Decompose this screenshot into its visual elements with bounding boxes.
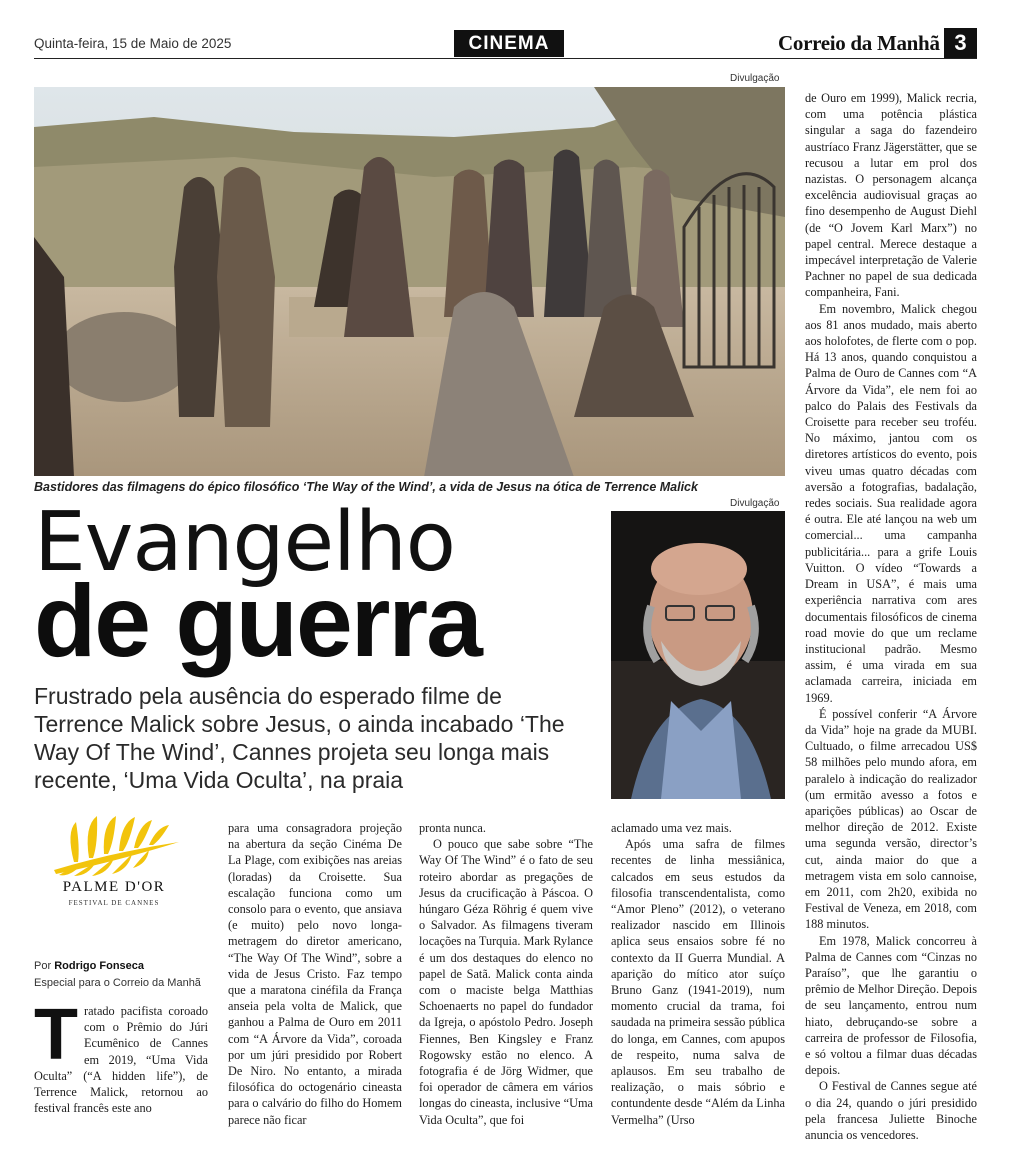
portrait-photo [611,511,785,799]
palm-leaf-icon [34,812,194,882]
deck-text: Frustrado pela ausência do esperado filme de Terrence Malick sobre Jesus, o ainda incabado ‘The Way Of The Wind’, Cannes projeta seu longa mais recente, ‘Uma Vida Oculta’, na praia [34,683,565,793]
body-column-2 [228,820,402,1128]
body-col4-text-b: Após uma safra de filmes recentes de linha messiânica, calcados em seus estudos da filosofia transcendentalista, como “Amor Pleno” (2012), o veterano realizador nascido em Illinois aplica seus ensaios sobre fé no contexto da II Guerra Mundial. A aparição do mítico ator suíço Bruno Ganz (1941-2019), num momento crucial da trama, foi saudada na primeira sessão pública do longa, em Cannes, com apupos de respeito, numa salva de aplausos. Em seu trabalho de realização, o mais sóbrio e contundente desde “Além da Linha Vermelha” (Urso [611,837,785,1127]
body-col2-text: para uma consagradora projeção na abertura da seção Cinéma De La Plage, com exibições nas areias (loradas) da Croisette. Sua escalação funciona como um consolo para o evento, que ansiava (e muito) pelo novo longa-metragem do diretor americano, “The Way Of The Wind”, sobre a vida de Jesus Cristo. Faz tempo que a maratona cinéfila da França anseia pela volta de Malick, que ganhou a Palma de Ouro em 2011 com “A Árvore da Vida”, coroada por um júri presidido por Robert De Niro. No entanto, a mirada filosófica do octogenário cineasta para o calvário do filho do Homem parece não ficar [228,821,402,1127]
film-set-photo-illustration [34,87,785,476]
portrait-credit: Divulgação [730,498,780,509]
body-col5-text-e: O Festival de Cannes segue até o dia 24, quando o júri presidido pela francesa Juliette Binoche anuncia os vencedores. [805,1079,977,1142]
body-col5-text-c: É possível conferir “A Árvore da Vida” hoje na grade da MUBI. Cultuado, o filme arrecadou US$ 58 milhões pelo mundo afora, em paralelo à indicação do realizador (um ermitão avesso a fotos e aparições públicas) ao Oscar de melhor direção de 2012. Existe uma segunda versão, director’s cut, ainda maior do que a metragem vista em solo cannoise, em 2011, com 2h20, exibida no Festival de Veneza, em 2018, com 188 minutos. [805,706,977,932]
body-col1-text: ratado pacifista coroado com o Prêmio do Júri Ecumênico de Cannes em 2019, “Uma Vida Oculta” (“A hidden life”), de Terrence Malick, retornou ao festival francês este ano [34,1004,208,1116]
main-photo [34,87,785,476]
body-column-1 [34,995,208,1116]
body-col5-text-a: de Ouro em 1999), Malick recria, com uma potência plástica singular a saga do fazendeiro austríaco Franz Jägerstätter, que se recusou a lutar em prol dos nazistas. O personagem alcança excelência audiovisual graças ao fino desempenho de August Diehl (de “O Jovem Karl Marx”) no papel central. Merece destaque a impecável interpretação de Valerie Pachner no papel de sua dedicada companheira, Fani. [805,91,977,300]
palme-dor-logo [34,812,194,912]
byline-author: Rodrigo Fonseca [54,960,145,972]
headline-line2: de guerra [34,564,481,678]
body-column-3 [419,820,593,1128]
body-col5-text-d: Em 1978, Malick concorreu à Palma de Cannes com “Cinzas no Paraíso”, que lhe garantiu o prêmio de Melhor Direção. Depois de seu lançamento, entrou num hiato, debruçando-se sobre a carreira de professor de Filosofia, e só voltou a filmar duas décadas depois. [805,933,977,1078]
photo-caption: Bastidores das filmagens do épico filosófico ‘The Way of the Wind’, a vida de Jesus na ótica de Terrence Malick [34,480,698,494]
section-label: CINEMA [454,30,564,57]
body-col4-text-a: aclamado uma vez mais. [611,821,732,835]
headline-line1: Evangelho [34,495,455,590]
issue-date: Quinta-feira, 15 de Maio de 2025 [34,36,232,51]
terrence-malick-portrait-illustration [611,511,785,799]
byline-prefix: Por [34,960,55,972]
body-column-4 [611,820,785,1128]
newspaper-logo: Correio da Manhã [778,31,940,55]
byline [34,960,144,972]
photo-credit: Divulgação [730,73,780,84]
body-col3-text-a: pronta nunca. [419,821,486,835]
byline-role: Especial para o Correio da Manhã [34,977,201,989]
body-column-5 [805,90,977,1143]
page-number: 3 [944,28,977,58]
palme-title: PALME D'OR [62,879,166,895]
body-col3-text-b: O pouco que sabe sobre “The Way Of The Wind” é o fato de seu roteiro abordar as pregações de Jesus da crucificação à Páscoa. O húngaro Géza Röhrig é quem vive o Salvador. As filmagens tiveram locações na Turquia. Mark Rylance é um dos destaques do elenco no papel de Satã. Malick conta ainda com o maciste belga Matthias Schoenaerts no papel do fundador da Igreja, o apóstolo Pedro. Joseph Fiennes, Ben Kingsley e Franz Rogowsky estão no elenco. A fotografia é de Jörg Widmer, que foi operador de câmera em vários longas do cineasta, inclusive “Uma Vida Oculta”, que foi [419,837,594,1127]
drop-cap: T [34,995,78,1075]
header-rule [34,58,977,59]
palme-subtitle: FESTIVAL DE CANNES [68,899,160,907]
body-col5-text-b: Em novembro, Malick chegou aos 81 anos mudado, mais aberto aos holofotes, de flerte com o pop. Há 13 anos, quando conquistou a Palma de Ouro de Cannes com “A Árvore da Vida”, ele nem foi ao palco do Palais des Festivals da Croisette para receber seu troféu. No máximo, jantou com os diretores artísticos do evento, pois viveu umas quatro décadas com aversão a fotografias, badalação, redes sociais. Sua realidade agora é outra. Ele até lançou na web um comercial... uma campanha publicitária... para a grife Louis Vuitton. O vídeo “Towards a Dream in USA”, é mais uma experiência narrativa com ares documentais filosóficos de cinema road movie do que um reclame institucional padrão. Mesmo assim, é uma virada em sua aclamada carreira, iniciada em 1969. [805,301,977,705]
